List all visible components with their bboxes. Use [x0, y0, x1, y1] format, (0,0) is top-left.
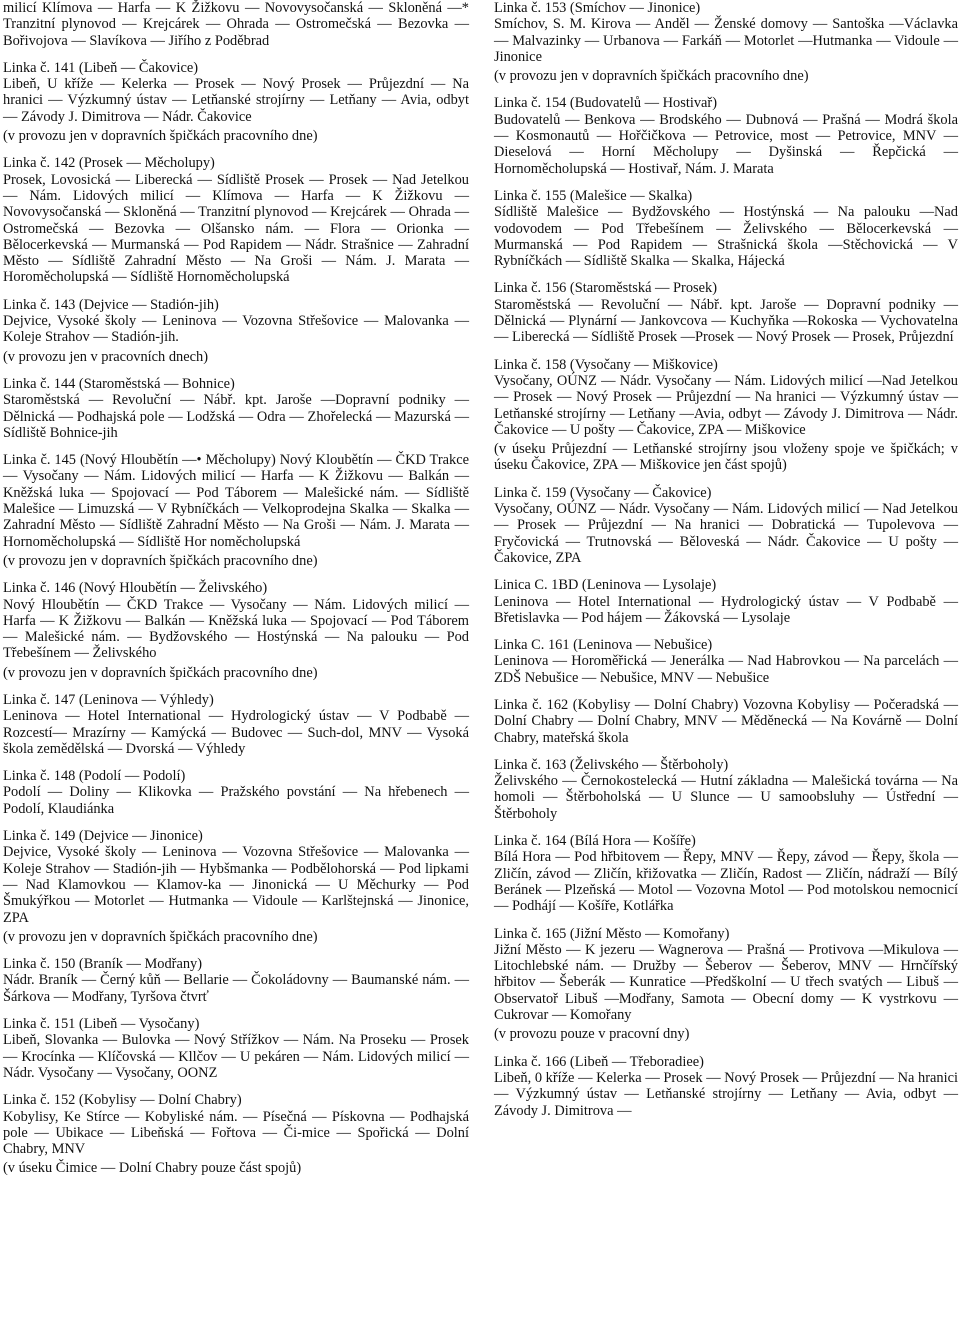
route-note: (v provozu jen v dopravních špičkách pracovního dne) — [3, 128, 318, 145]
right-column — [494, 0, 958, 1119]
route-stops: Nový Hloubětín — ČKD Trakce — Vysočany — Nám. Lidových milicí — Harfa — K Žižkovu — Balkán — Kněžská luka — Spojovací — Pod Táborem — Malešické nám. — Bydžovského — Hostýnská — Na palouku — Pod Třebešínem — Želivského — [3, 596, 469, 662]
route-heading: Linka č. 141 (Libeň — Čakovice) — [3, 59, 199, 76]
entry-gap — [494, 686, 958, 697]
route-note: (v provozu jen v pracovních dnech) — [3, 348, 208, 365]
entry-gap — [3, 286, 469, 297]
route-heading: Linka č. 147 (Leninova — Výhledy) — [3, 691, 214, 708]
route-entry — [494, 280, 958, 345]
entry-gap — [494, 474, 958, 485]
entry-gap — [3, 1005, 469, 1016]
route-stops: Prosek, Lovosická — Liberecká — Sídliště Prosek — Prosek — Nad Jetelkou — Nám. Lidových milicí — Klímova — Harfa — K Žižkovu — Novovysočanská — Skloněná — Tranzitní plynovod — Krejcárek — Ohrada — Ostromečská — Bezovka — Olšansko nám. — Flora — Orionka — Bělocerkevská — Murmanská — Pod Rapidem — Nádr. Strašnice — Zahradní Město — Sídliště Zahradní Město — Na Groši — Nám. J. Marata — Horoměcholupská — Sídliště Hornoměcholupská — [3, 171, 469, 286]
route-heading: Linka č. 148 (Podolí — Podolí) — [3, 768, 186, 785]
route-stops: Libeň, U kříže — Kelerka — Prosek — Nový Prosek — Průjezdní — Na hranici — Výzkumný ústav — Letňanské strojírny — Letňany — Avia, odbyt — Závody J. Dimitrova — Nádr. Čakovice — [3, 76, 469, 125]
route-stops: Nádr. Braník — Černý kůň — Bellarie — Čokoládovny — Baumanské nám. — Šárkova — Modřany, Tyršova čtvrť — [3, 972, 469, 1005]
route-stops: Staroměstská — Revoluční — Nábř. kpt. Jaroše — Dopravní podniky — Dělnická — Plynární — Jankovcova — Kuchyňka —Rokoska — Vychovatelna — Liberecká — Sídliště Prosek —Prosek — Nový Prosek — Prosek, Průjezdní — [494, 296, 958, 346]
route-heading: Linka č. 143 (Dejvice — Stadión-jih) — [3, 296, 219, 313]
route-entry — [494, 357, 958, 474]
route-note: (v provozu pouze v pracovní dny) — [494, 1026, 690, 1043]
route-heading: Linka č. 155 (Malešice — Skalka) — [494, 187, 693, 204]
entry-gap — [494, 1043, 958, 1054]
route-heading: Linka C. 161 (Leninova — Nebušice) — [494, 637, 713, 654]
route-stops: Budovatelů — Benkova — Brodského — Dubnová — Prašná — Modrá škola — Kosmonautů — Hořčičkova — Petrovice, most — Petrovice, MNV — Dieselová — Horní Měcholupy — Dyšinská — Řepčická — Hornoměcholupská — Hostivař, Nám. J. Marata — [494, 111, 958, 177]
route-note: (v provozu jen v dopravních špičkách pracovního dne) — [3, 928, 318, 945]
route-entry — [3, 452, 469, 569]
entry-gap — [3, 441, 469, 452]
entry-gap — [3, 1081, 469, 1092]
route-entry — [494, 926, 958, 1043]
route-heading: Linka č. 162 (Kobylisy — Dolní Chabry) Vozovna Kobylisy — Počeradská — Dolní Chabry — Dolní Chabry, MNV — Měděnecká — Na Kovárně — Dolní Chabry, mateřská škola — [494, 696, 958, 746]
route-note: (v provozu jen v dopravních špičkách pracovního dne) — [3, 552, 318, 569]
entry-gap — [494, 746, 958, 757]
entry-gap — [3, 49, 469, 60]
route-note: (v úseku Průjezdní — Letňanské strojírny jsou vloženy spoje ve špičkách; v úseku Čakovice, ZPA — Miškovice jen část spojů) — [494, 441, 958, 474]
route-heading: Linka č. 153 (Smíchov — Jinonice) — [494, 0, 701, 16]
entry-gap — [3, 365, 469, 376]
route-stops: Vysočany, OÚNZ — Nádr. Vysočany — Nám. Lidových milicí — Nad Jetelkou — Prosek — Průjezdní — Na hranici — Dobratická — Tupolevova — Fryčovická — Trutnovská — Běloveská — Nádr. Čakovice — U pošty — Čakovice, ZPA — [494, 501, 958, 566]
route-stops: Libeň, 0 kříže — Kelerka — Prosek — Nový Prosek — Průjezdní — Na hranici — Výzkumný ústav — Letňanské strojírny — Letňany — Avia, odbyt — Závody J. Dimitrova — — [494, 1069, 958, 1119]
route-entry — [494, 95, 958, 176]
route-heading: Linka č. 159 (Vysočany — Čakovice) — [494, 484, 712, 501]
route-stops: milicí Klímova — Harfa — K Žižkovu — Novovysočanská — Skloněná —* Tranzitní plynovod — Krejcárek — Ohrada — Ostromečská — Bezovka — Bořivojova — Slavíkova — Jiřího z Poděbrad — [3, 0, 469, 49]
entry-gap — [3, 681, 469, 692]
route-entry — [3, 1092, 469, 1176]
route-entry — [3, 0, 469, 49]
route-entry — [3, 297, 469, 365]
route-entry — [3, 956, 469, 1005]
route-heading: Linka č. 166 (Libeň — Třeboradiee) — [494, 1053, 704, 1070]
route-entry — [3, 768, 469, 817]
entry-gap — [494, 566, 958, 577]
route-entry — [494, 757, 958, 822]
entry-gap — [494, 346, 958, 357]
route-entry — [3, 580, 469, 681]
route-heading: Linka č. 142 (Prosek — Měcholupy) — [3, 155, 215, 172]
entry-gap — [494, 84, 958, 95]
route-stops: Libeň, Slovanka — Bulovka — Nový Střížkov — Nám. Na Proseku — Prosek — Krocínka — Klíčovská — Kllčov — U pekáren — Nám. Lidových milicí — Nádr. Vysočany — Vysočany, OONZ — [3, 1032, 469, 1081]
route-heading: Linka č. 146 (Nový Hloubětín — Želivského) — [3, 580, 268, 597]
route-heading: Linka č. 165 (Jižní Město — Komořany) — [494, 925, 730, 942]
entry-gap — [3, 569, 469, 580]
route-entry — [494, 485, 958, 566]
route-entry — [494, 0, 958, 84]
route-entry — [494, 637, 958, 686]
route-stops: Leninova — Horoměřická — Jenerálka — Nad Habrovkou — Na parcelách — ZDŠ Nebušice — Nebušice, MNV — Nebušice — [494, 653, 958, 686]
route-heading: Linka č. 164 (Bílá Hora — Košíře) — [494, 833, 696, 850]
route-stops: Staroměstská — Revoluční — Nábř. kpt. Jaroše —Dopravní podniky — Dělnická — Podhajská pole — Lodžská — Odra — Zhořelecká — Mazurská — Sídliště Bohnice-jih — [3, 392, 469, 441]
route-stops: Vysočany, OÚNZ — Nádr. Vysočany — Nám. Lidových milicí —Nad Jetelkou — Prosek — Nový Prosek — Průjezdní — Na hranici — Výzkumný ústav — Letňanské strojírny — Letňany —Avia, odbyt — Závody J. Dimitrova — Nádr. Čakovice — U pošty — Čakovice, ZPA — Miškovice — [494, 372, 958, 438]
route-stops: Jižní Město — K jezeru — Wagnerova — Prašná — Protivova —Mikulova — Litochlebské nám. — Družby — Šeberov — Šeberov, MNV — Hrnčířský hřbitov — Šeberák — Kunratice —Předškolní — U třech svatých — Libuš — Observatoř Libuš —Modřany, Samota — Obecní domy — K vystrkovu — Cukrovar — Komořany — [494, 941, 958, 1024]
route-entry — [494, 697, 958, 746]
route-entry — [3, 376, 469, 441]
entry-gap — [494, 822, 958, 833]
route-heading: Linka č. 154 (Budovatelů — Hostivař) — [494, 95, 718, 112]
entry-gap — [494, 177, 958, 188]
route-entry — [494, 188, 958, 269]
entry-gap — [3, 144, 469, 155]
route-stops: Podolí — Doliny — Klikovka — Pražského povstání — Na hřebenech — Podolí, Klaudiánka — [3, 784, 469, 817]
route-heading: Linka č. 156 (Staroměstská — Prosek) — [494, 280, 718, 297]
route-entry — [494, 577, 958, 626]
route-stops: Smíchov, S. M. Kirova — Anděl — Ženské domovy — Santoška —Václavka — Malvazinky — Urbanova — Farkáň — Motorlet —Hutmanka — Vidoule — Jinonice — [494, 16, 958, 65]
route-stops: Želivského — Černokostelecká — Hutní základna — Malešická továrna — Na homoli — Štěrboholská — U Slunce — U samoobsluhy — Ústřední — Štěrboholy — [494, 773, 958, 822]
route-entry — [3, 60, 469, 144]
entry-gap — [494, 626, 958, 637]
route-heading: Linka č. 150 (Braník — Modřany) — [3, 956, 203, 973]
route-entry — [3, 1016, 469, 1081]
entry-gap — [3, 817, 469, 828]
entry-gap — [3, 757, 469, 768]
route-heading: Linka č. 145 (Nový Hloubětín —• Měcholupy) Nový Kloubětín — ČKD Trakce — Vysočany — Nám. Lidových milicí — Harfa — K Žižkovu — Balkán — Kněžská luka — Spojovací — Pod Táborem — Malešické nám. — Sídliště Malešice — Limuzská — V Rybníčkách — Velkoprodejna Skalka — Skalka — Zahradní Město — Sídliště Zahradní Město — Na Groši — Nám. J. Marata — Hornoměcholupská — Sídliště Hor noměcholupská — [3, 452, 469, 550]
left-column — [3, 0, 469, 1177]
route-heading: Linka č. 163 (Želivského — Štěrboholy) — [494, 756, 729, 773]
route-entry — [3, 828, 469, 945]
entry-gap — [494, 915, 958, 926]
route-stops: Bílá Hora — Pod hřbitovem — Řepy, MNV — Řepy, závod — Řepy, škola — Zličín, závod — Zličín, křižovatka — Zličín, Radost — Zličín, nádraží — Bílý Beránek — Plzeňská — Motol — Vozovna Motol — Pod motolskou nemocnicí — Podhájí — Košíře, Kotlářka — [494, 849, 958, 915]
route-stops: Dejvice, Vysoké školy — Leninova — Vozovna Střešovice — Malovanka — Koleje Strahov — Stadión-jih — Hybšmanka — Podbělohorská — Pod lipkami — Nad Klamovkou — Klamov-ka — Jinonická — U Měchurky — Pod Šmukýřkou — Motorlet — Hutmanka — Vidoule — Karlštejnská — Jinonice, ZPA — [3, 844, 469, 926]
route-heading: Linica C. 1BD (Leninova — Lysolaje) — [494, 577, 717, 594]
route-note: (v provozu jen v dopravních špičkách pracovního dne) — [494, 68, 809, 85]
route-stops: Leninova — Hotel International — Hydrologický ústav — V Podbabě — Břetislavka — Pod hájem — Žákovská — Lysolaje — [494, 593, 958, 626]
route-note: (v úseku Čimice — Dolní Chabry pouze část spojů) — [3, 1160, 302, 1177]
route-heading: Linka č. 144 (Staroměstská — Bohnice) — [3, 375, 235, 392]
route-entry — [3, 155, 469, 285]
route-stops: Leninova — Hotel International — Hydrologický ústav — V Podbabě — Rozcestí— Mrazírny — Kamýcká — Budovec — Such-dol, MNV — Vysoká škola zemědělská — Dvorská — Výhledy — [3, 708, 469, 757]
route-stops: Sídliště Malešice — Bydžovského — Hostýnská — Na palouku —Nad vodovodem — Pod Třebešínem — Želivského — Bělocerkevská — Murmanská — Pod Rapidem — Strašnická škola —Stěchovická — V Rybníčkách — Sídliště Skalka — Skalka, Hájecká — [494, 204, 958, 270]
entry-gap — [494, 269, 958, 280]
route-heading: Linka č. 158 (Vysočany — Miškovice) — [494, 356, 718, 373]
route-heading: Linka č. 151 (Libeň — Vysočany) — [3, 1016, 200, 1033]
entry-gap — [3, 945, 469, 956]
route-note: (v provozu jen v dopravních špičkách pracovního dne) — [3, 664, 318, 681]
route-heading: Linka č. 152 (Kobylisy — Dolní Chabry) — [3, 1092, 242, 1109]
route-entry — [494, 833, 958, 914]
route-stops: Dejvice, Vysoké školy — Leninova — Vozovna Střešovice — Malovanka — Koleje Strahov — Stadión-jih. — [3, 313, 469, 346]
route-entry — [494, 1054, 958, 1119]
route-heading: Linka č. 149 (Dejvice — Jinonice) — [3, 828, 203, 845]
route-entry — [3, 692, 469, 757]
route-stops: Kobylisy, Ke Stírce — Kobyliské nám. — Písečná — Pískovna — Podhajská pole — Ubikace — Libeňská — Fořtova — Či-mice — Spořická — Dolní Chabry, MNV — [3, 1108, 469, 1158]
